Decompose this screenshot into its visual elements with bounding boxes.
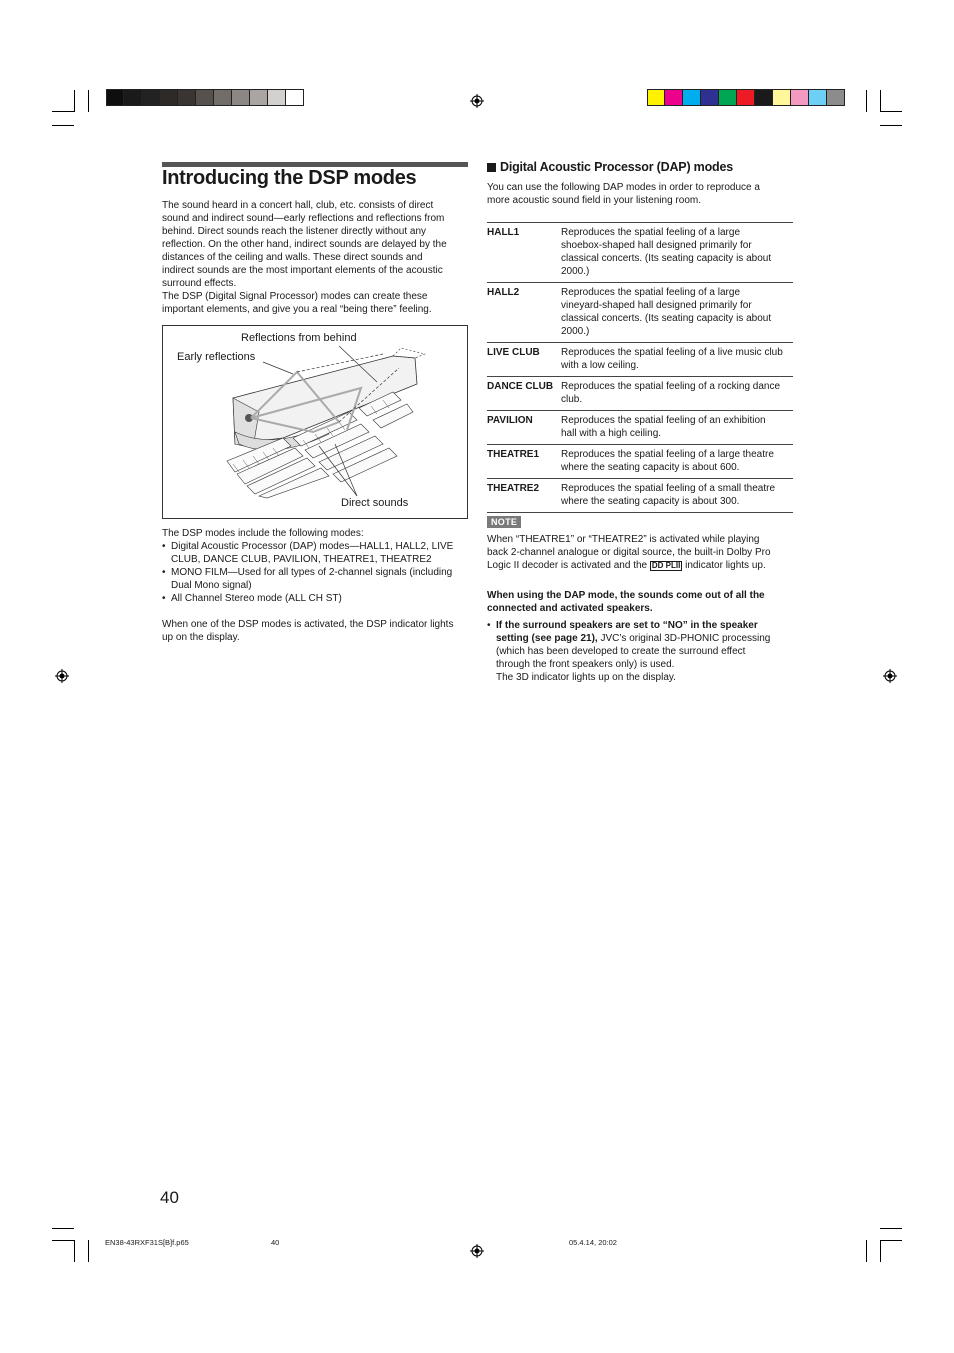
color-swatch bbox=[701, 89, 719, 106]
desc-line: Reproduces the spatial feeling of a small theatre bbox=[561, 483, 776, 494]
color-swatch bbox=[268, 89, 286, 106]
color-swatch bbox=[773, 89, 791, 106]
mode-name: PAVILION bbox=[487, 411, 561, 445]
concert-hall-illustration bbox=[163, 326, 467, 518]
mode-description bbox=[561, 283, 793, 343]
mode-name: DANCE CLUB bbox=[487, 377, 561, 411]
color-swatch bbox=[665, 89, 683, 106]
grayscale-calibration-bar bbox=[106, 89, 304, 106]
desc-line: Reproduces the spatial feeling of a large bbox=[561, 287, 741, 298]
indicator-line: up on the display. bbox=[162, 632, 240, 643]
bullet-text: through the front speakers only) is used. bbox=[496, 659, 675, 670]
mode-description bbox=[561, 377, 793, 411]
intro-line: The DSP (Digital Signal Processor) modes can create these bbox=[162, 291, 428, 302]
dap-intro-line: You can use the following DAP modes in order to reproduce a bbox=[487, 182, 760, 193]
square-bullet-icon bbox=[487, 163, 496, 172]
color-swatch bbox=[232, 89, 250, 106]
desc-line: where the seating capacity is about 600. bbox=[561, 462, 740, 473]
color-swatch bbox=[160, 89, 178, 106]
mode-description bbox=[561, 445, 793, 479]
desc-line: Reproduces the spatial feeling of a large theatre bbox=[561, 449, 774, 460]
dap-modes-table bbox=[487, 222, 793, 513]
table-row bbox=[487, 223, 793, 283]
color-swatch bbox=[286, 89, 304, 106]
speakers-heading-line: When using the DAP mode, the sounds come out of all the bbox=[487, 590, 765, 601]
intro-line: reflection. On the other hand, indirect sounds are delayed by the bbox=[162, 239, 447, 250]
desc-line: vineyard-shaped hall designed primarily for bbox=[561, 300, 752, 311]
intro-line: The sound heard in a concert hall, club, etc. consists of direct bbox=[162, 200, 434, 211]
footer-file-page: 40 bbox=[271, 1238, 280, 1247]
bullet-text: (which has been developed to create the surround effect bbox=[496, 646, 746, 657]
desc-line: where the seating capacity is about 300. bbox=[561, 496, 740, 507]
dap-section-heading bbox=[487, 160, 733, 174]
dap-intro-line: more acoustic sound field in your listening room. bbox=[487, 195, 701, 206]
modes-intro: The DSP modes include the following modes: bbox=[162, 528, 364, 539]
color-swatch bbox=[683, 89, 701, 106]
intro-line: indirect sounds are the most important elements of the acoustic bbox=[162, 265, 443, 276]
list-item: • MONO FILM—Used for all types of 2-channel signals (including Dual Mono signal) bbox=[162, 566, 468, 592]
dap-intro-paragraph bbox=[487, 181, 787, 207]
footer-timestamp: 05.4.14, 20:02 bbox=[569, 1238, 617, 1247]
color-swatch bbox=[142, 89, 160, 106]
surround-speaker-bullet bbox=[487, 619, 787, 684]
registration-mark-top-icon bbox=[470, 94, 484, 108]
mode-description bbox=[561, 343, 793, 377]
bullet-text: The 3D indicator lights up on the display. bbox=[496, 672, 676, 683]
desc-line: 2000.) bbox=[561, 266, 590, 277]
registration-mark-bottom-icon bbox=[470, 1244, 484, 1258]
intro-paragraph bbox=[162, 199, 468, 316]
table-row bbox=[487, 377, 793, 411]
color-swatch bbox=[124, 89, 142, 106]
intro-line: important elements, and give you a real “being there” feeling. bbox=[162, 304, 432, 315]
dolby-pl2-icon: DD PLII bbox=[651, 561, 681, 570]
color-calibration-bar bbox=[647, 89, 845, 106]
color-swatch bbox=[250, 89, 268, 106]
color-swatch bbox=[791, 89, 809, 106]
note-line-end: indicator lights up. bbox=[685, 560, 766, 571]
concert-hall-figure bbox=[162, 325, 468, 519]
color-swatch bbox=[827, 89, 845, 106]
desc-line: hall with a high ceiling. bbox=[561, 428, 662, 439]
mode-name: THEATRE2 bbox=[487, 479, 561, 513]
table-row bbox=[487, 445, 793, 479]
mode-name: LIVE CLUB bbox=[487, 343, 561, 377]
intro-line: distances of the ceiling and walls. These direct sounds and bbox=[162, 252, 423, 263]
intro-line: behind. Direct sounds reach the listener directly without any bbox=[162, 226, 427, 237]
color-swatch bbox=[755, 89, 773, 106]
page-title: Introducing the DSP modes bbox=[162, 167, 417, 189]
desc-line: classical concerts. (Its seating capacity is about bbox=[561, 253, 772, 264]
mode-name: THEATRE1 bbox=[487, 445, 561, 479]
bullet-bold-text: setting (see page 21), bbox=[496, 633, 598, 644]
note-line-start: Logic II decoder is activated and the bbox=[487, 560, 648, 571]
page-number: 40 bbox=[160, 1188, 179, 1207]
label-reflections-behind: Reflections from behind bbox=[241, 332, 357, 344]
bullet-bold-text: If the surround speakers are set to “NO” in the speaker bbox=[496, 620, 758, 631]
footer-file-name: EN38-43RXF31S[B]f.p65 bbox=[105, 1238, 189, 1247]
color-swatch bbox=[737, 89, 755, 106]
registration-mark-right-icon bbox=[883, 669, 897, 683]
label-early-reflections: Early reflections bbox=[177, 351, 256, 363]
list-item: • Digital Acoustic Processor (DAP) modes—HALL1, HALL2, LIVE CLUB, DANCE CLUB, PAVILION, THEATRE1, THEATRE2 bbox=[162, 540, 468, 566]
section-title: Digital Acoustic Processor (DAP) modes bbox=[500, 160, 733, 174]
dsp-modes-list bbox=[162, 540, 468, 605]
color-swatch bbox=[214, 89, 232, 106]
desc-line: 2000.) bbox=[561, 326, 590, 337]
list-item bbox=[487, 619, 787, 684]
note-paragraph bbox=[487, 533, 787, 572]
bullet-text: JVC’s original 3D-PHONIC processing bbox=[597, 633, 771, 644]
desc-line: Reproduces the spatial feeling of a live music club bbox=[561, 347, 783, 358]
desc-line: classical concerts. (Its seating capacity is about bbox=[561, 313, 772, 324]
table-row bbox=[487, 479, 793, 513]
desc-line: club. bbox=[561, 394, 583, 405]
label-direct-sounds: Direct sounds bbox=[341, 497, 409, 509]
desc-line: Reproduces the spatial feeling of a rocking dance bbox=[561, 381, 781, 392]
note-line: back 2-channel analogue or digital source, the built-in Dolby Pro bbox=[487, 547, 771, 558]
desc-line: Reproduces the spatial feeling of a large bbox=[561, 227, 741, 238]
registration-mark-left-icon bbox=[55, 669, 69, 683]
note-line: When “THEATRE1” or “THEATRE2” is activated while playing bbox=[487, 534, 760, 545]
color-swatch bbox=[106, 89, 124, 106]
intro-line: sound and indirect sound—early reflections and reflections from bbox=[162, 213, 445, 224]
list-item: • All Channel Stereo mode (ALL CH ST) bbox=[162, 592, 468, 605]
color-swatch bbox=[809, 89, 827, 106]
note-badge: NOTE bbox=[487, 516, 521, 528]
mode-description bbox=[561, 411, 793, 445]
intro-line: surround effects. bbox=[162, 278, 237, 289]
color-swatch bbox=[719, 89, 737, 106]
color-swatch bbox=[647, 89, 665, 106]
table-row bbox=[487, 411, 793, 445]
color-swatch bbox=[178, 89, 196, 106]
mode-description bbox=[561, 479, 793, 513]
note-line bbox=[487, 559, 787, 572]
dsp-indicator-paragraph bbox=[162, 618, 468, 644]
dsp-modes-list-block bbox=[162, 527, 468, 605]
table-row bbox=[487, 343, 793, 377]
mode-description bbox=[561, 223, 793, 283]
speakers-heading bbox=[487, 589, 787, 615]
speakers-heading-line: connected and activated speakers. bbox=[487, 603, 653, 614]
color-swatch bbox=[196, 89, 214, 106]
desc-line: with a low ceiling. bbox=[561, 360, 639, 371]
table-row bbox=[487, 283, 793, 343]
desc-line: shoebox-shaped hall designed primarily for bbox=[561, 240, 752, 251]
indicator-line: When one of the DSP modes is activated, the DSP indicator lights bbox=[162, 619, 454, 630]
mode-name: HALL1 bbox=[487, 223, 561, 283]
desc-line: Reproduces the spatial feeling of an exhibition bbox=[561, 415, 766, 426]
mode-name: HALL2 bbox=[487, 283, 561, 343]
